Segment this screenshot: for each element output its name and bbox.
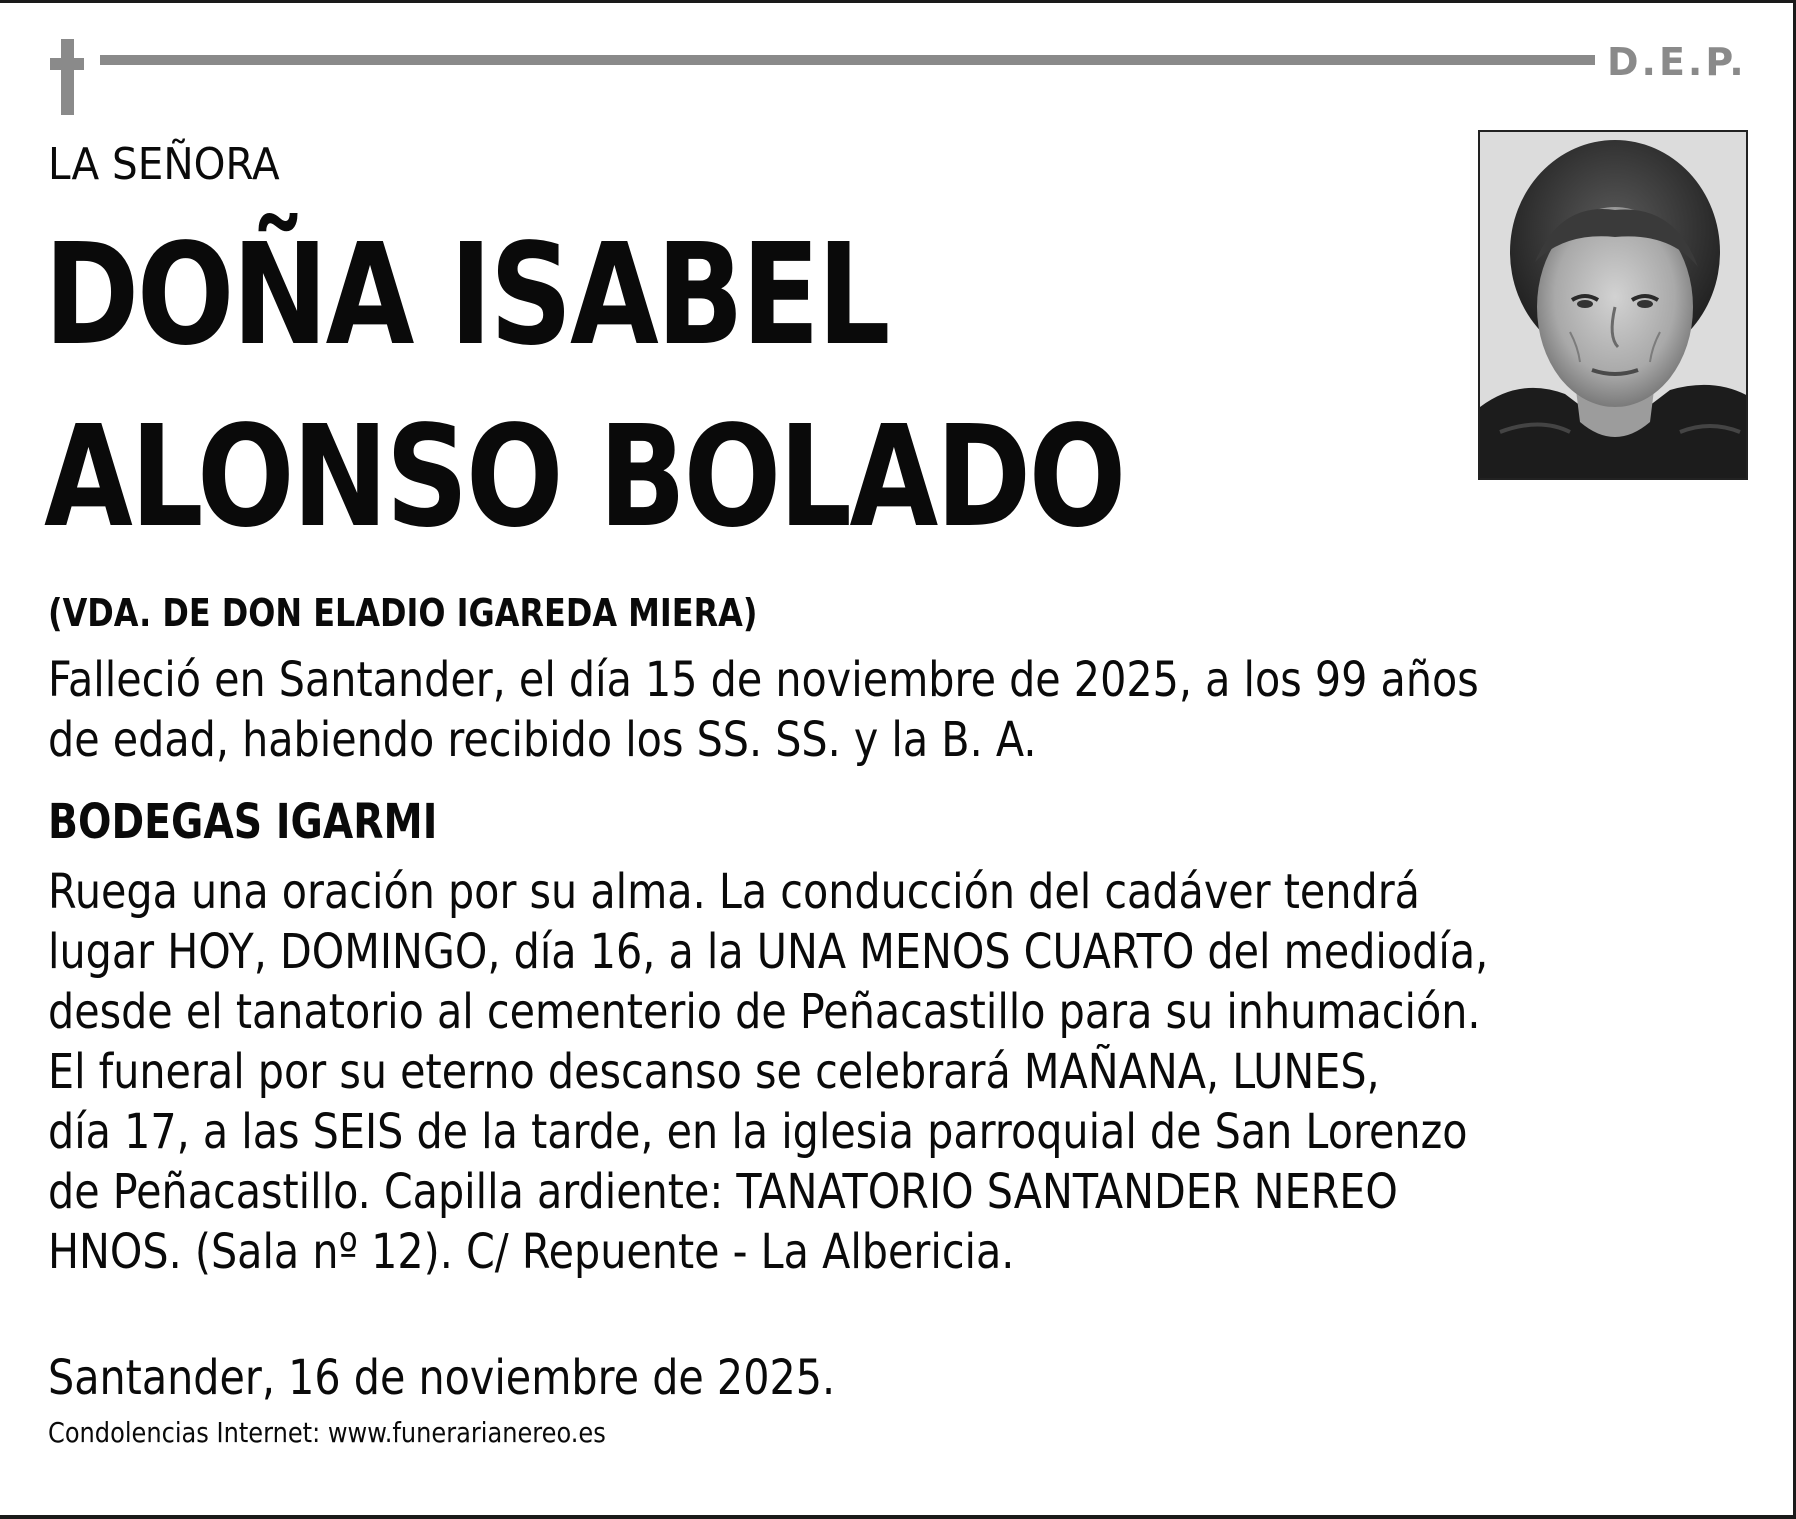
widow-of-line: (VDA. DE DON ELADIO IGAREDA MIERA) xyxy=(48,591,758,635)
deceased-name-line-2: ALONSO BOLADO xyxy=(44,396,1124,559)
dep-mark: D.E.P. xyxy=(1607,40,1747,84)
death-line-1: Falleció en Santander, el día 15 de noviembre de 2025, a los 99 años xyxy=(48,652,1479,708)
intro-label: LA SEÑORA xyxy=(48,139,280,190)
deceased-name-line-1: DOÑA ISABEL xyxy=(44,214,889,377)
condolences-link[interactable]: Condolencias Internet: www.funerarianereo.es xyxy=(48,1416,606,1449)
portrait-image xyxy=(1480,132,1748,480)
notice-line-7: HNOS. (Sala nº 12). C/ Repuente - La Albericia. xyxy=(48,1224,1015,1280)
company-name: BODEGAS IGARMI xyxy=(48,794,438,850)
notice-line-1: Ruega una oración por su alma. La conducción del cadáver tendrá xyxy=(48,864,1420,920)
notice-line-5: día 17, a las SEIS de la tarde, en la iglesia parroquial de San Lorenzo xyxy=(48,1104,1468,1160)
header-rule xyxy=(100,55,1595,65)
notice-line-4: El funeral por su eterno descanso se celebrará MAÑANA, LUNES, xyxy=(48,1044,1380,1100)
notice-line-6: de Peñacastillo. Capilla ardiente: TANATORIO SANTANDER NEREO xyxy=(48,1164,1398,1220)
notice-line-2: lugar HOY, DOMINGO, día 16, a la UNA MENOS CUARTO del mediodía, xyxy=(48,924,1489,980)
death-line-2: de edad, habiendo recibido los SS. SS. y la B. A. xyxy=(48,712,1037,768)
portrait-photo xyxy=(1478,130,1748,480)
notice-line-3: desde el tanatorio al cementerio de Peñacastillo para su inhumación. xyxy=(48,984,1481,1040)
cross-icon xyxy=(50,39,84,115)
place-date: Santander, 16 de noviembre de 2025. xyxy=(48,1350,836,1406)
